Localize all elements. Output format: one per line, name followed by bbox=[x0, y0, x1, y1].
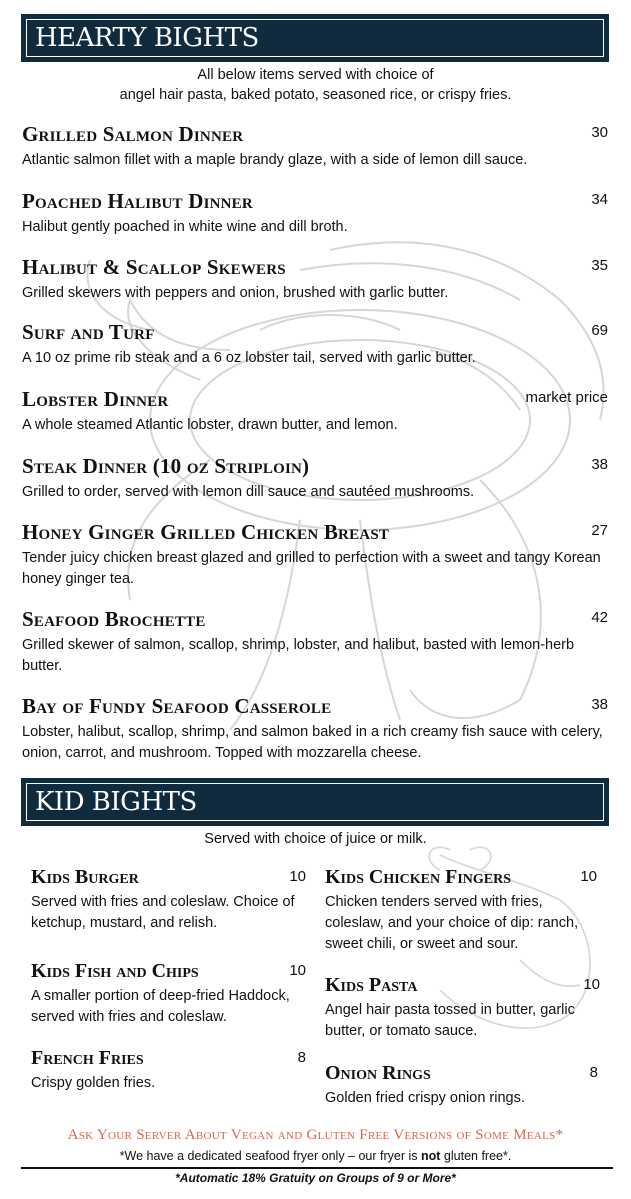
item-description: Lobster, halibut, scallop, shrimp, and salmon baked in a rich creamy fish sauce with celery, onion, carrot, and mushroom. Topped with mozzarella cheese. bbox=[22, 724, 603, 761]
menu-item bbox=[22, 387, 608, 436]
item-name: Surf and Turf bbox=[22, 320, 155, 344]
hearty-intro bbox=[0, 65, 631, 105]
item-name: Halibut & Scallop Skewers bbox=[22, 255, 286, 279]
menu-item bbox=[22, 320, 608, 369]
menu-item bbox=[22, 255, 608, 304]
item-price: 10 bbox=[583, 976, 600, 993]
item-name: Steak Dinner (10 oz Striploin) bbox=[22, 454, 310, 478]
item-name: Poached Halibut Dinner bbox=[22, 189, 253, 213]
vegan-gluten-note: Ask Your Server About Vegan and Gluten Free Versions of Some Meals* bbox=[67, 1127, 564, 1143]
kids-menu-item bbox=[325, 866, 597, 955]
item-description: A whole steamed Atlantic lobster, drawn butter, and lemon. bbox=[22, 417, 398, 433]
item-name: Honey Ginger Grilled Chicken Breast bbox=[22, 520, 390, 544]
item-price: 34 bbox=[591, 191, 608, 208]
item-description: A 10 oz prime rib steak and a 6 oz lobster tail, served with garlic butter. bbox=[22, 350, 476, 366]
item-price: 10 bbox=[289, 962, 306, 979]
item-description: Golden fried crispy onion rings. bbox=[325, 1090, 525, 1106]
item-price: 38 bbox=[591, 696, 608, 713]
kids-menu-item bbox=[31, 1047, 306, 1094]
hearty-bights-banner bbox=[21, 14, 609, 62]
item-name: Kids Chicken Fingers bbox=[325, 866, 512, 888]
menu-item bbox=[22, 122, 608, 171]
gratuity-note: *Automatic 18% Gratuity on Groups of 9 or More* bbox=[175, 1171, 456, 1185]
kids-menu-item bbox=[31, 960, 306, 1028]
kid-bights-banner bbox=[21, 778, 609, 826]
item-name: Kids Fish and Chips bbox=[31, 960, 199, 982]
intro-line: angel hair pasta, baked potato, seasoned rice, or crispy fries. bbox=[119, 87, 512, 103]
item-name: Seafood Brochette bbox=[22, 607, 206, 631]
item-price: 35 bbox=[591, 257, 608, 274]
kids-menu-item bbox=[325, 1062, 598, 1109]
fryer-note-text: gluten free*. bbox=[440, 1149, 512, 1163]
menu-item bbox=[22, 607, 612, 677]
item-description: Halibut gently poached in white wine and dill broth. bbox=[22, 219, 348, 235]
item-name: Kids Pasta bbox=[325, 974, 418, 996]
item-name: Lobster Dinner bbox=[22, 387, 169, 411]
divider bbox=[21, 1167, 613, 1169]
item-price: 30 bbox=[591, 124, 608, 141]
item-price: 27 bbox=[591, 522, 608, 539]
item-price: 8 bbox=[297, 1049, 306, 1066]
item-price: 42 bbox=[591, 609, 608, 626]
item-description: Crispy golden fries. bbox=[31, 1075, 156, 1091]
item-description: Angel hair pasta tossed in butter, garlic butter, or tomato sauce. bbox=[325, 1002, 575, 1039]
menu-item bbox=[22, 454, 608, 503]
item-description: Grilled to order, served with lemon dill sauce and sautéed mushrooms. bbox=[22, 484, 475, 500]
fryer-note bbox=[0, 1149, 631, 1163]
item-description: Atlantic salmon fillet with a maple brandy glaze, with a side of lemon dill sauce. bbox=[22, 152, 528, 168]
item-price: 69 bbox=[591, 322, 608, 339]
intro-line: All below items served with choice of bbox=[197, 67, 434, 83]
menu-item bbox=[22, 520, 612, 590]
item-price: 10 bbox=[580, 868, 597, 885]
item-description: A smaller portion of deep-fried Haddock, served with fries and coleslaw. bbox=[31, 988, 290, 1025]
item-description: Chicken tenders served with fries, coleslaw, and your choice of dip: ranch, sweet chili, or sweet and sour. bbox=[325, 894, 579, 952]
fryer-note-text: *We have a dedicated seafood fryer only – our fryer is bbox=[119, 1149, 421, 1163]
item-price: 38 bbox=[591, 456, 608, 473]
section-title: HEARTY BIGHTS bbox=[35, 23, 259, 53]
item-name: Grilled Salmon Dinner bbox=[22, 122, 244, 146]
item-name: French Fries bbox=[31, 1047, 144, 1069]
item-price: market price bbox=[525, 389, 608, 406]
item-price: 8 bbox=[589, 1064, 598, 1081]
kids-intro: Served with choice of juice or milk. bbox=[204, 831, 427, 847]
item-name: Bay of Fundy Seafood Casserole bbox=[22, 694, 332, 718]
section-title: KID BIGHTS bbox=[35, 787, 197, 817]
item-name: Onion Rings bbox=[325, 1062, 431, 1084]
item-price: 10 bbox=[289, 868, 306, 885]
item-description: Grilled skewer of salmon, scallop, shrimp, lobster, and halibut, basted with lemon-herb butter. bbox=[22, 637, 575, 674]
kids-menu-item bbox=[325, 974, 600, 1042]
item-description: Served with fries and coleslaw. Choice of ketchup, mustard, and relish. bbox=[31, 894, 295, 931]
fryer-note-emphasis: not bbox=[421, 1149, 441, 1163]
item-name: Kids Burger bbox=[31, 866, 139, 888]
item-description: Tender juicy chicken breast glazed and grilled to perfection with a sweet and tangy Korean honey ginger tea. bbox=[22, 550, 601, 587]
kids-menu-item bbox=[31, 866, 306, 934]
menu-item bbox=[22, 694, 612, 764]
menu-item bbox=[22, 189, 608, 238]
item-description: Grilled skewers with peppers and onion, brushed with garlic butter. bbox=[22, 285, 449, 301]
